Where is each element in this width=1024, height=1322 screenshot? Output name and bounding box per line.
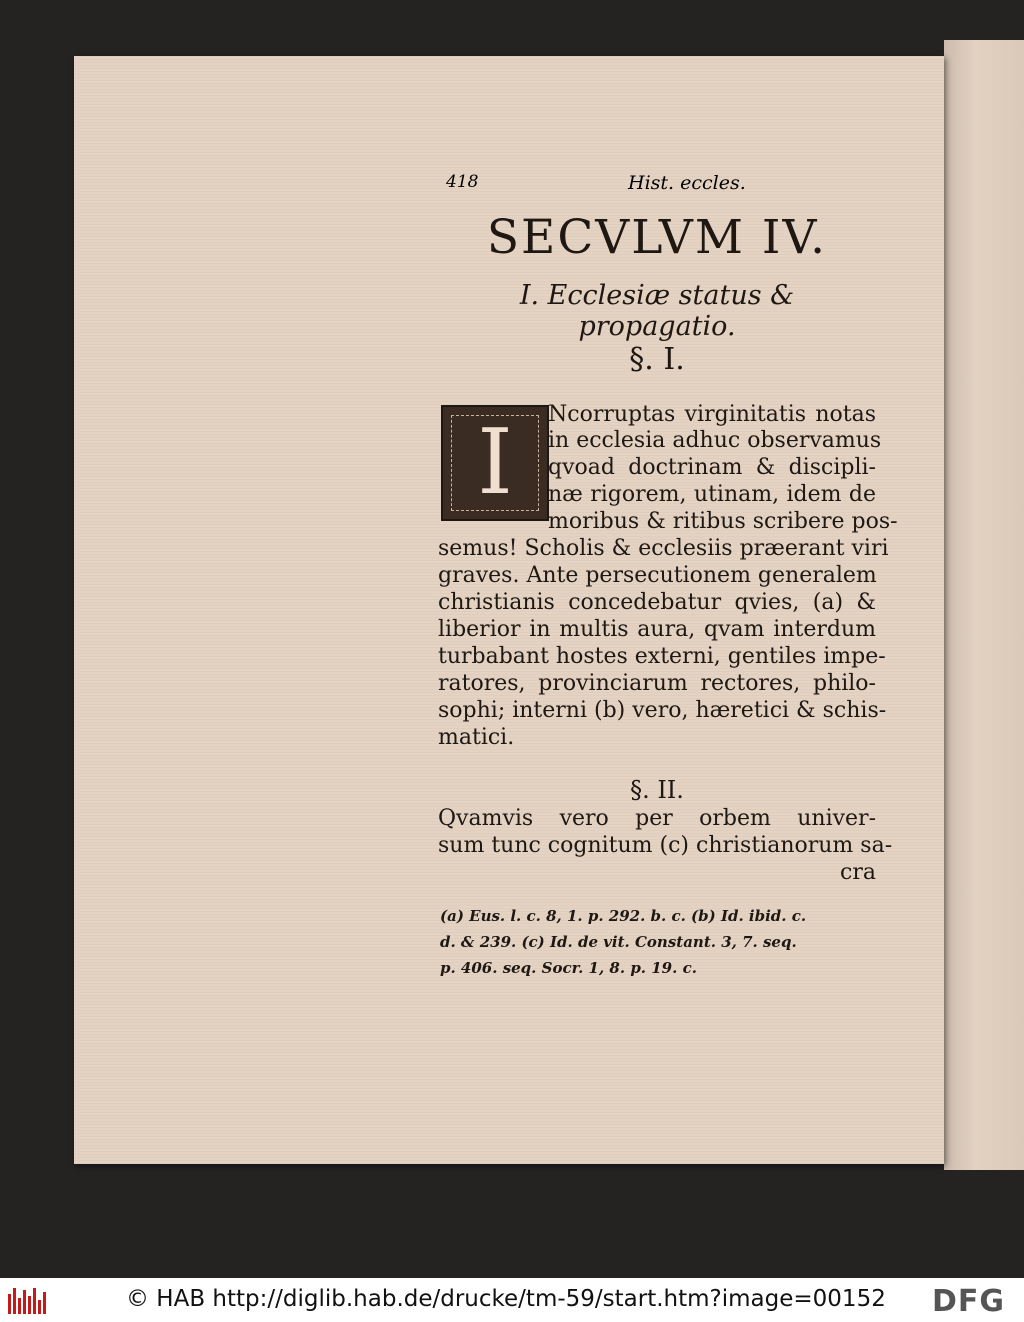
section-1-heading: §. I. xyxy=(629,342,685,377)
text-line: christianis concedebatur qvies, (a) & xyxy=(438,590,876,615)
text-line: sophi; interni (b) vero, hæretici & schis- xyxy=(438,698,887,723)
hab-logo-icon xyxy=(8,1286,48,1314)
facing-page-edge xyxy=(944,40,1024,1170)
text-line: graves. Ante persecutionem generalem xyxy=(438,563,877,588)
decorated-initial xyxy=(441,405,549,521)
footnote-line: (a) Eus. l. c. 8, 1. p. 292. b. c. (b) Id. ibid. c. xyxy=(440,907,807,925)
text-line: Ncorruptas virginitatis notas xyxy=(548,402,876,427)
text-line: in ecclesia adhuc observamus xyxy=(548,428,882,453)
initial-letter: I xyxy=(477,410,513,515)
text-line: ratores, provinciarum rectores, philo- xyxy=(438,671,876,696)
text-line: næ rigorem, utinam, idem de xyxy=(548,482,876,507)
footer-bar xyxy=(0,1278,1024,1322)
page-header xyxy=(446,172,876,202)
text-line: liberior in multis aura, qvam interdum xyxy=(438,617,876,642)
text-line: moribus & ritibus scribere pos- xyxy=(548,509,898,534)
chapter-subtitle: I. Ecclesiæ status & propagatio. xyxy=(519,280,795,342)
catchword: cra xyxy=(840,860,876,885)
section-2-heading: §. II. xyxy=(630,776,684,804)
copyright-link[interactable]: © HAB http://diglib.hab.de/drucke/tm-59/start.htm?image=00152 xyxy=(126,1286,886,1312)
text-line: Qvamvis vero per orbem univer- xyxy=(438,806,876,831)
text-line: matici. xyxy=(438,725,515,750)
text-line: sum tunc cognitum (c) christianorum sa- xyxy=(438,833,893,858)
page-number: 418 xyxy=(446,172,479,192)
text-line: semus! Scholis & ecclesiis præerant viri xyxy=(438,536,889,561)
text-line: qvoad doctrinam & discipli- xyxy=(548,455,876,480)
chapter-title: SECVLVM IV. xyxy=(486,210,828,265)
running-head: Hist. eccles. xyxy=(628,172,746,194)
footnote-line: d. & 239. (c) Id. de vit. Constant. 3, 7. seq. xyxy=(440,933,797,951)
dfg-logo: DFG xyxy=(932,1284,1006,1319)
text-line: turbabant hostes externi, gentiles impe- xyxy=(438,644,886,669)
footnote-line: p. 406. seq. Socr. 1, 8. p. 19. c. xyxy=(440,959,697,977)
